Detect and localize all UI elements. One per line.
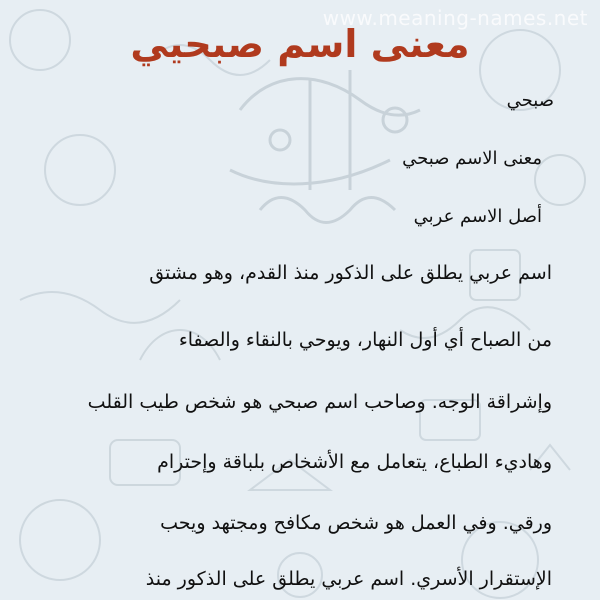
origin-label: أصل الاسم عربي <box>413 206 542 227</box>
description-line-1: اسم عربي يطلق على الذكور منذ القدم، وهو مشتق <box>149 262 552 284</box>
description-line-6: الإستقرار الأسري. اسم عربي يطلق على الذكور منذ <box>145 568 552 590</box>
page-title: معنى اسم صبحيي <box>130 22 470 66</box>
description-line-3: وإشراقة الوجه. وصاحب اسم صبحي هو شخص طيب القلب <box>87 391 552 413</box>
description-line-4: وهاديء الطباع، يتعامل مع الأشخاص بلباقة وإحترام <box>157 451 552 473</box>
name-line: صبحي <box>506 90 554 111</box>
site-watermark: www.meaning-names.net <box>322 6 588 30</box>
meaning-label: معنى الاسم صبحي <box>402 148 542 169</box>
description-line-5: ورقي. وفي العمل هو شخص مكافح ومجتهد ويحب <box>160 512 552 534</box>
description-line-2: من الصباح أي أول النهار، ويوحي بالنقاء والصفاء <box>178 329 552 351</box>
